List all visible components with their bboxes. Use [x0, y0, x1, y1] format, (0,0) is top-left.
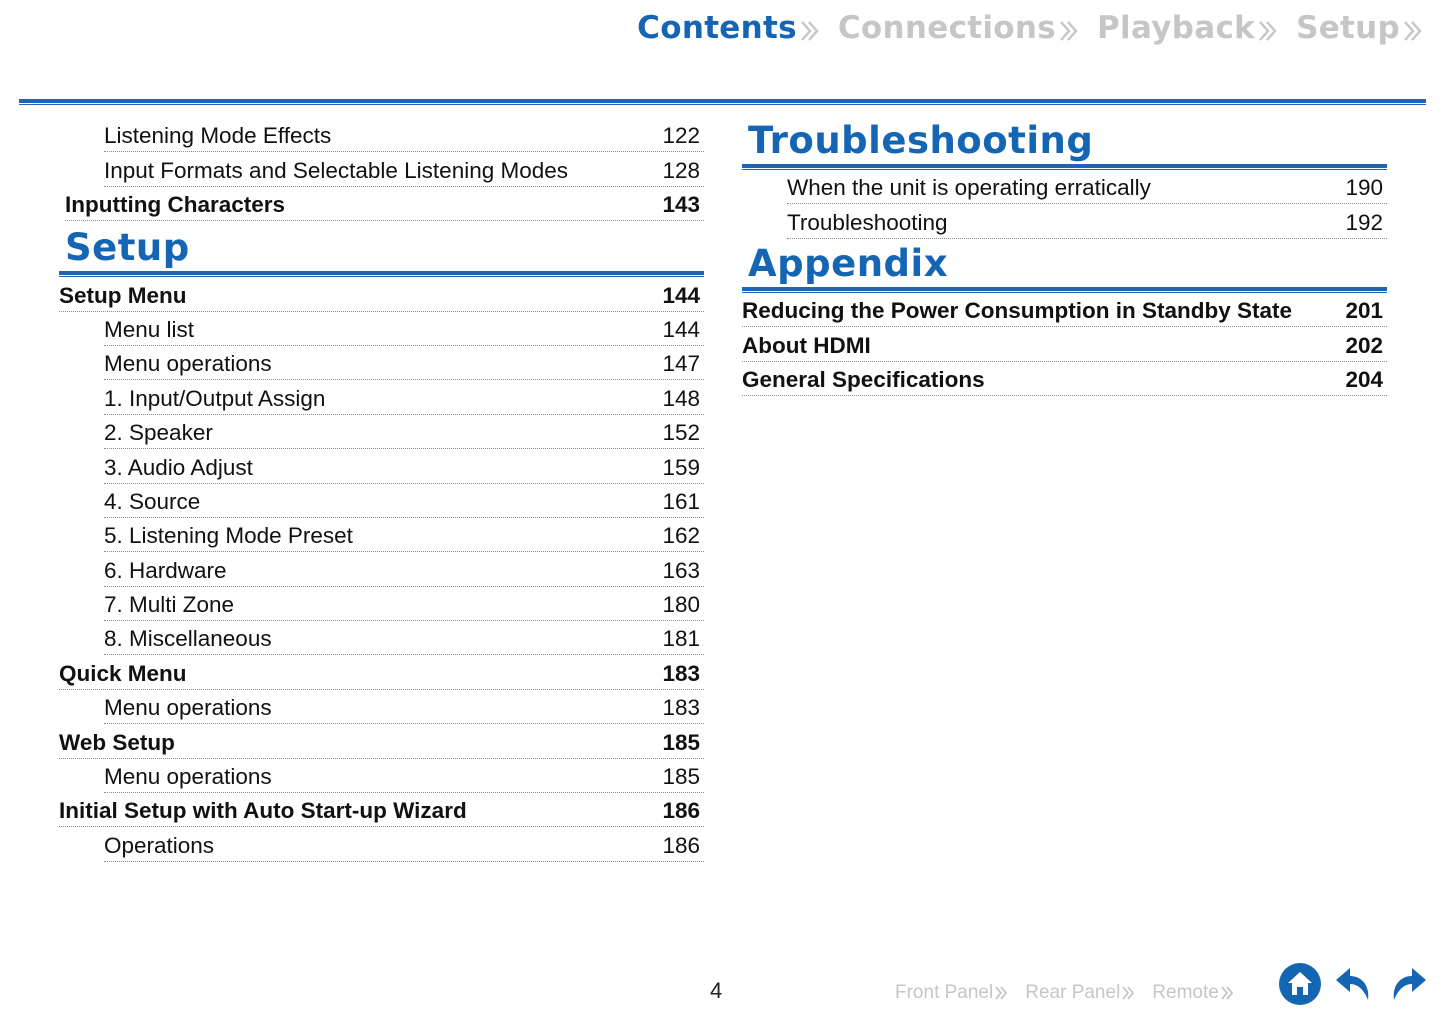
header-rule [19, 99, 1426, 106]
forward-icon[interactable] [1386, 962, 1430, 1006]
toc-entry-page: 181 [662, 626, 700, 652]
toc-row[interactable] [104, 587, 704, 621]
toc-left-column [59, 118, 704, 862]
double-chevron-right-icon [1221, 985, 1235, 1001]
footer-icon-buttons [1278, 962, 1440, 1006]
toc-row[interactable] [104, 415, 704, 449]
toc-row[interactable] [742, 293, 1387, 327]
double-chevron-right-icon [1059, 19, 1079, 43]
toc-entry-page: 204 [1345, 366, 1383, 392]
toc-entry-page: 159 [662, 454, 700, 480]
toc-entry-page: 183 [662, 660, 700, 686]
rear-panel-link-label: Rear Panel [1025, 982, 1121, 1003]
toc-entry-page: 128 [662, 157, 700, 183]
toc-entry-title: 2. Speaker [104, 420, 213, 446]
nav-connections[interactable] [838, 10, 1079, 46]
toc-entry-page: 185 [662, 764, 700, 790]
toc-row[interactable] [742, 362, 1387, 396]
toc-entry-page: 143 [662, 192, 700, 218]
toc-row[interactable] [104, 690, 704, 724]
section-troubleshooting [742, 118, 1387, 170]
front-panel-link[interactable] [895, 982, 1009, 1004]
toc-row[interactable] [104, 152, 704, 186]
toc-entry-title: Setup Menu [59, 282, 187, 308]
toc-entry-title: About HDMI [742, 332, 871, 358]
nav-contents-label: Contents [637, 10, 797, 46]
toc-entry-page: 202 [1345, 332, 1383, 358]
top-nav [619, 10, 1423, 46]
double-chevron-right-icon [995, 985, 1009, 1001]
toc-entry-title: 7. Multi Zone [104, 592, 235, 618]
toc-entry-page: 144 [662, 316, 700, 342]
nav-setup[interactable] [1296, 10, 1423, 46]
section-appendix [742, 239, 1387, 293]
nav-connections-label: Connections [837, 10, 1057, 46]
section-title: Troubleshooting [748, 119, 1094, 162]
section-title: Setup [65, 226, 190, 270]
toc-row[interactable] [104, 346, 704, 380]
toc-entry-title: 4. Source [104, 488, 201, 514]
toc-entry-page: 163 [662, 557, 700, 583]
back-icon[interactable] [1332, 962, 1376, 1006]
toc-entry-page: 161 [662, 488, 700, 514]
toc-entry-title: 1. Input/Output Assign [104, 385, 326, 411]
toc-entry-page: 186 [662, 832, 700, 858]
toc-row[interactable] [104, 484, 704, 518]
toc-entry-title: Web Setup [59, 729, 175, 755]
toc-row[interactable] [104, 118, 704, 152]
toc-entry-title: When the unit is operating erratically [787, 175, 1151, 201]
rear-panel-link[interactable] [1025, 982, 1136, 1004]
double-chevron-right-icon [1258, 19, 1278, 43]
double-chevron-right-icon [800, 19, 820, 43]
toc-row[interactable] [104, 518, 704, 552]
toc-row[interactable] [104, 827, 704, 861]
toc-row[interactable] [787, 204, 1387, 238]
toc-entry-page: 180 [662, 592, 700, 618]
toc-row[interactable] [59, 724, 704, 758]
toc-row[interactable] [65, 187, 704, 221]
toc-entry-title: Menu list [104, 316, 195, 342]
toc-row[interactable] [104, 759, 704, 793]
toc-entry-page: 185 [662, 729, 700, 755]
toc-entry-page: 122 [662, 123, 700, 149]
toc-row[interactable] [104, 380, 704, 414]
toc-entry-title: Menu operations [104, 695, 272, 721]
toc-row[interactable] [104, 552, 704, 586]
toc-row[interactable] [742, 327, 1387, 361]
double-chevron-right-icon [1122, 985, 1136, 1001]
toc-entry-title: General Specifications [742, 366, 985, 392]
toc-row[interactable] [59, 793, 704, 827]
toc-entry-title: Troubleshooting [787, 209, 948, 235]
toc-entry-title: Reducing the Power Consumption in Standby State [742, 298, 1293, 324]
toc-entry-title: 3. Audio Adjust [104, 454, 253, 480]
toc-entry-page: 148 [662, 385, 700, 411]
toc-entry-title: Input Formats and Selectable Listening Modes [104, 157, 569, 183]
section-setup [59, 221, 704, 277]
home-icon[interactable] [1278, 962, 1322, 1006]
toc-entry-title: Menu operations [104, 351, 272, 377]
toc-row[interactable] [104, 449, 704, 483]
toc-row[interactable] [59, 277, 704, 311]
toc-entry-page: 192 [1345, 209, 1383, 235]
toc-row[interactable] [104, 621, 704, 655]
toc-row[interactable] [787, 170, 1387, 204]
remote-link[interactable] [1152, 982, 1235, 1004]
nav-playback[interactable] [1097, 10, 1278, 46]
toc-entry-page: 186 [662, 798, 700, 824]
toc-entry-title: 8. Miscellaneous [104, 626, 272, 652]
double-chevron-right-icon [1403, 19, 1423, 43]
nav-contents[interactable] [637, 10, 820, 46]
toc-row[interactable] [59, 655, 704, 689]
page-number: 4 [710, 978, 723, 1003]
section-title: Appendix [748, 241, 949, 285]
toc-entry-title: Inputting Characters [65, 192, 286, 218]
toc-entry-title: Quick Menu [59, 660, 187, 686]
toc-entry-title: 6. Hardware [104, 557, 227, 583]
footer-links [895, 982, 1251, 1004]
nav-setup-label: Setup [1296, 10, 1400, 46]
toc-entry-page: 162 [662, 523, 700, 549]
toc-entry-page: 201 [1345, 298, 1383, 324]
toc-entry-page: 147 [662, 351, 700, 377]
toc-entry-title: Initial Setup with Auto Start-up Wizard [59, 798, 467, 824]
toc-entry-page: 190 [1345, 175, 1383, 201]
toc-entry-title: Menu operations [104, 764, 272, 790]
front-panel-link-label: Front Panel [895, 982, 994, 1003]
toc-entry-page: 152 [662, 420, 700, 446]
toc-row[interactable] [104, 312, 704, 346]
toc-right-column [742, 118, 1387, 396]
toc-entry-title: 5. Listening Mode Preset [104, 523, 353, 549]
toc-entry-page: 144 [662, 282, 700, 308]
toc-entry-title: Listening Mode Effects [104, 123, 332, 149]
nav-playback-label: Playback [1097, 10, 1256, 46]
remote-link-label: Remote [1152, 982, 1219, 1003]
toc-entry-page: 183 [662, 695, 700, 721]
toc-entry-title: Operations [104, 832, 215, 858]
